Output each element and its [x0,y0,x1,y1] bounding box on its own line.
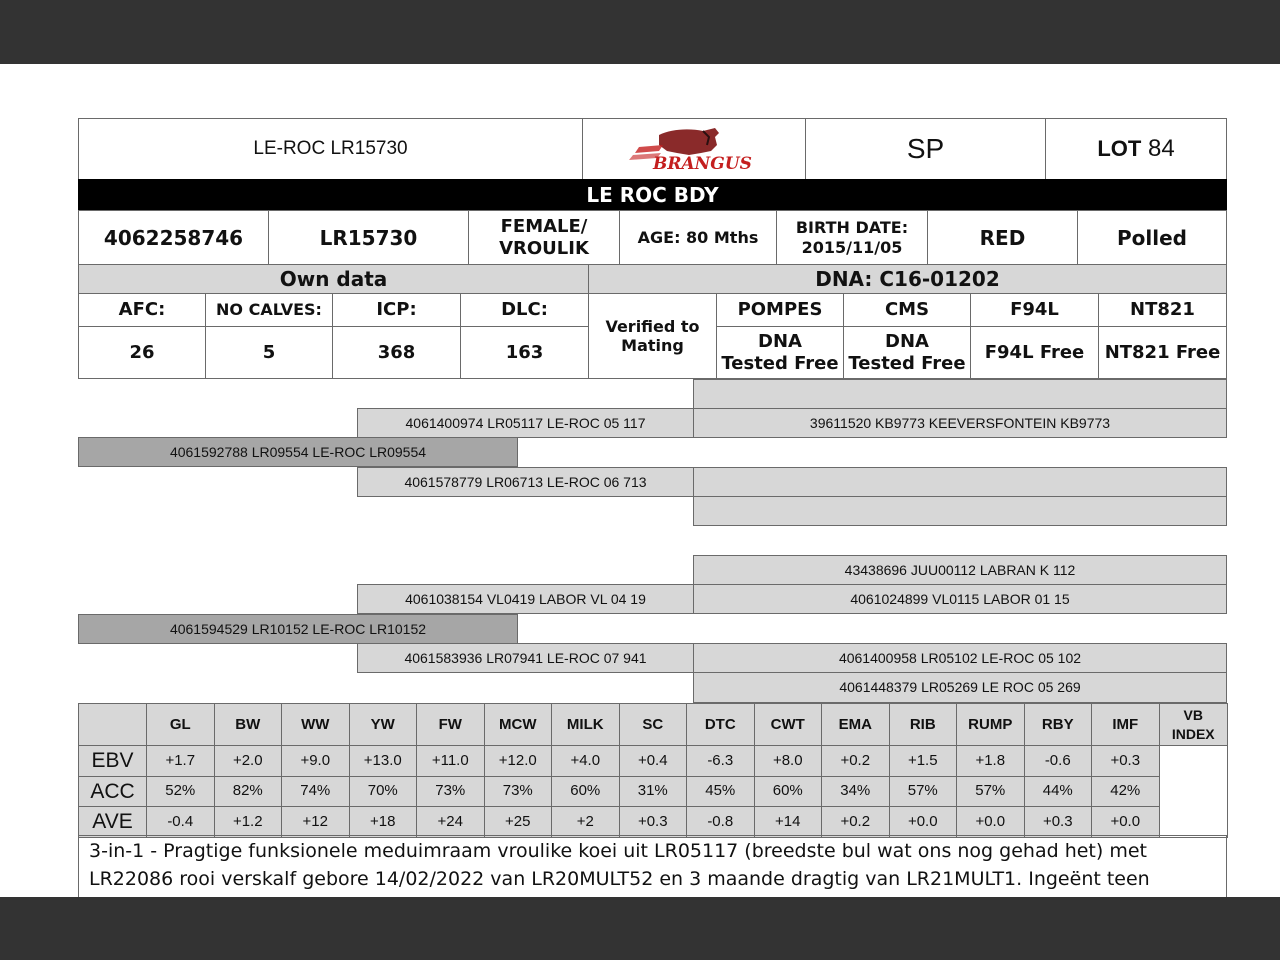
ebv-value-cell: +1.8 [956,745,1025,777]
ebv-value-cell: -0.8 [686,806,755,838]
ebv-value-cell: +0.4 [619,745,688,777]
ebv-value-cell: 74% [281,776,350,808]
vb-index-header [1159,703,1229,746]
ebv-value-cell: 34% [821,776,890,808]
own-data-value: 26 [78,326,206,379]
sex: FEMALE/ VROULIK [468,210,620,265]
bull-logo-icon [619,125,769,173]
dna-test-label: NT821 [1098,293,1227,327]
own-data-label: AFC: [78,293,206,327]
pedigree-dam-sire-dam: 4061024899 VL0115 LABOR 01 15 [693,584,1227,614]
ebv-value-cell: 73% [416,776,485,808]
ebv-column-header: RBY [1024,703,1093,746]
ebv-value-cell: +11.0 [416,745,485,777]
ebv-column-header: MCW [484,703,553,746]
pedigree-sire: 4061592788 LR09554 LE-ROC LR09554 [78,437,518,467]
ebv-value-cell: +0.0 [956,806,1025,838]
ebv-value-cell: +1.7 [146,745,215,777]
ebv-value-cell: -0.4 [146,806,215,838]
own-data-label: NO CALVES: [205,293,333,327]
pedigree-dam-dam-dam: 4061448379 LR05269 LE ROC 05 269 [693,672,1227,703]
ebv-column-header: YW [349,703,418,746]
dna-test-result: DNA Tested Free [716,326,844,379]
ebv-column-header: SC [619,703,688,746]
pedigree-empty [693,496,1227,526]
ebv-value-cell: +12 [281,806,350,838]
ebv-column-header: RUMP [956,703,1025,746]
pedigree-dam-dam-sire: 4061400958 LR05102 LE-ROC 05 102 [693,643,1227,673]
ebv-row-label: EBV [78,745,147,777]
ebv-column-header: BW [214,703,283,746]
ebv-value-cell: +0.3 [1024,806,1093,838]
own-data-value: 5 [205,326,333,379]
ebv-value-cell: +18 [349,806,418,838]
lot-number: LOT 84 [1045,118,1227,180]
pedigree-sire-sire-dam: 39611520 KB9773 KEEVERSFONTEIN KB9773 [693,408,1227,438]
dna-test-result: NT821 Free [1098,326,1227,379]
animal-code: LE-ROC LR15730 [78,118,583,180]
ebv-value-cell: 42% [1091,776,1160,808]
age: AGE: 80 Mths [619,210,777,265]
pedigree-dam: 4061594529 LR10152 LE-ROC LR10152 [78,614,518,644]
ebv-value-cell: +24 [416,806,485,838]
ebv-value-cell: -6.3 [686,745,755,777]
own-data-label: DLC: [460,293,589,327]
ebv-value-cell: 60% [551,776,620,808]
pedigree-dam-sire: 4061038154 VL0419 LABOR VL 04 19 [357,584,694,614]
own-data-value: 163 [460,326,589,379]
ebv-column-header: DTC [686,703,755,746]
ebv-value-cell: +9.0 [281,745,350,777]
pedigree-sire-sire: 4061400974 LR05117 LE-ROC 05 117 [357,408,694,438]
dna-test-result: F94L Free [970,326,1099,379]
animal-name: LE ROC BDY [78,179,1227,211]
ebv-column-header: RIB [889,703,958,746]
registration-number: 4062258746 [78,210,269,265]
ebv-value-cell: +2.0 [214,745,283,777]
vb-index-value [1159,745,1229,838]
top-bar [0,0,1280,64]
ebv-column-header: CWT [754,703,823,746]
ebv-value-cell: +0.0 [1091,806,1160,838]
ebv-value-cell: 60% [754,776,823,808]
ebv-value-cell: -0.6 [1024,745,1093,777]
dna-test-result: DNA Tested Free [843,326,971,379]
dna-test-label: CMS [843,293,971,327]
ebv-row-label: ACC [78,776,147,808]
ebv-column-header: EMA [821,703,890,746]
ebv-value-cell: 73% [484,776,553,808]
ebv-column-header: FW [416,703,485,746]
verified-to-mating: Verified to Mating [588,293,717,379]
colour: RED [927,210,1078,265]
comment-line-2: LR22086 rooi verskalf gebore 14/02/2022 van LR20MULT52 en 3 maande dragtig van LR21MULT1. Ingeënt teen [89,868,1150,890]
birth-date: BIRTH DATE: 2015/11/05 [776,210,928,265]
ebv-value-cell: +8.0 [754,745,823,777]
ebv-value-cell: +0.2 [821,745,890,777]
ebv-value-cell: +0.3 [619,806,688,838]
vb-index-label: INDEX [1171,725,1215,742]
brangus-logo [582,118,806,180]
pedigree-empty [693,379,1227,409]
ebv-column-header: WW [281,703,350,746]
ebv-column-header: IMF [1091,703,1160,746]
pedigree-empty [693,467,1227,497]
ebv-value-cell: 52% [146,776,215,808]
ebv-value-cell: 31% [619,776,688,808]
dna-title: DNA: C16-01202 [588,264,1227,294]
own-data-label: ICP: [332,293,461,327]
ebv-value-cell: +13.0 [349,745,418,777]
pedigree-sire-dam: 4061578779 LR06713 LE-ROC 06 713 [357,467,694,497]
comment-line-1: 3-in-1 - Pragtige funksionele meduimraam vroulike koei uit LR05117 (breedste bul wat ons nog gehad het) met [89,840,1147,862]
own-data-title: Own data [78,264,589,294]
ebv-value-cell: 57% [956,776,1025,808]
ebv-value-cell: +25 [484,806,553,838]
bottom-bar [0,897,1280,960]
ebv-value-cell: +0.2 [821,806,890,838]
vb-index-label: VB [1183,706,1203,723]
ebv-row-label: AVE [78,806,147,838]
herd-code: LR15730 [268,210,469,265]
ebv-value-cell: +1.5 [889,745,958,777]
ebv-value-cell: +0.0 [889,806,958,838]
pedigree-dam-sire-sire: 43438696 JUU00112 LABRAN K 112 [693,555,1227,585]
ebv-column-header: GL [146,703,215,746]
pedigree-dam-dam: 4061583936 LR07941 LE-ROC 07 941 [357,643,694,673]
ebv-value-cell: +0.3 [1091,745,1160,777]
ebv-value-cell: 44% [1024,776,1093,808]
svg-text:BRANGUS: BRANGUS [653,154,752,173]
ebv-corner [78,703,147,746]
ebv-value-cell: +12.0 [484,745,553,777]
dna-test-label: POMPES [716,293,844,327]
status-code: SP [805,118,1046,180]
ebv-value-cell: +14 [754,806,823,838]
ebv-column-header: MILK [551,703,620,746]
ebv-value-cell: 45% [686,776,755,808]
ebv-value-cell: +2 [551,806,620,838]
ebv-value-cell: +4.0 [551,745,620,777]
ebv-value-cell: 57% [889,776,958,808]
horn-status: Polled [1077,210,1227,265]
ebv-value-cell: +1.2 [214,806,283,838]
ebv-value-cell: 70% [349,776,418,808]
dna-test-label: F94L [970,293,1099,327]
own-data-value: 368 [332,326,461,379]
ebv-value-cell: 82% [214,776,283,808]
